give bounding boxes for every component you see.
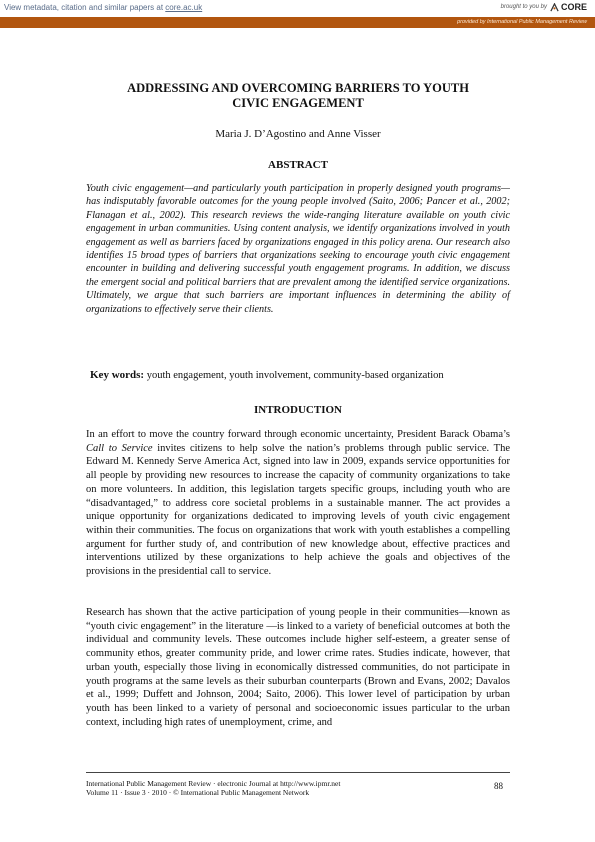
call-to-service-italic: Call to Service: [86, 442, 153, 454]
core-logo-text: CORE: [560, 2, 587, 12]
provided-by-text[interactable]: provided by International Public Management Review: [457, 19, 587, 25]
brought-by: [501, 2, 587, 12]
core-banner: [0, 0, 595, 17]
core-link-prefix: View metadata, citation and similar papers at: [4, 3, 164, 12]
intro-paragraph-1: [86, 428, 510, 579]
intro-p1-part-a: In an effort to move the country forward through economic uncertainty, President Barack Obama’s: [86, 429, 510, 440]
paper-title: [86, 81, 510, 111]
authors: Maria J. D’Agostino and Anne Visser: [215, 128, 381, 140]
introduction-heading: INTRODUCTION: [253, 404, 342, 416]
page-number: 88: [494, 781, 503, 791]
core-logo-icon: [550, 3, 559, 12]
keywords-list: youth engagement, youth involvement, community-based organization: [146, 370, 444, 381]
keywords: [90, 369, 510, 381]
footer-volume-line: Volume 11 · Issue 3 · 2010 · © International Public Management Network: [86, 788, 310, 797]
title-line-2: CIVIC ENGAGEMENT: [232, 96, 364, 110]
brought-by-text: brought to you by: [500, 4, 547, 10]
intro-p1-part-b: invites citizens to help solve the nation’s problems through public service. The Edward M. Kennedy Serve America Act, signed into law in 2009, expands service opportunities for all people by providing new resources to increase the capacity of community organizations to take on more volunteers. In addition, this legislation targets specific groups, including youth who are “disadvantaged,” to address core societal problems in a sustainable manner. The act provides a unique opportunity for organizations dedicated to improving levels of youth civic engagement within their communities. The focus on organizations that work with youth establishes a compelling argument for further study of, and contribution of new knowledge about, effective practices and interventions utilized by these organizations to help achieve the goals and objectives of the provisions in the presidential call to service.: [86, 442, 511, 578]
core-provider-bar: [0, 17, 595, 28]
intro-paragraph-2: Research has shown that the active participation of young people in their communities—known as “youth civic engagement” in the literature —is linked to a variety of beneficial outcomes at both the individual and community levels. These outcomes include higher self-esteem, a greater sense of community ethos, greater community pride, and lower crime rates. Studies indicate, however, that urban youth, especially those living in economically distressed communities, do not participate in youth programs at the same levels as their suburban counterparts (Brown and Evans, 2002; Davalos et al., 1999; Duffett and Johnson, 2004; Saito, 2006). This lower level of participation by urban youth has been linked to a variety of personal and socioeconomic issues particular to the urban context, including high rates of unemployment, crime, and: [86, 607, 510, 728]
abstract-text: Youth civic engagement—and particularly youth participation in properly designed youth programs—has indisputably favorable outcomes for the young people involved (Saito, 2006; Pancer et al., 2002; Flanagan et al., 2002). This research reviews the wide-ranging literature available on youth civic engagement in urban communities. Using content analysis, we identify organizations involved in youth engagement as well as barriers faced by organizations engaged in this policy arena. Our research also identifies 15 broad types of barriers that organizations seeking to encourage youth civic engagement encounter in building and delivering successful youth engagement programs. In addition, we discuss the emergent social and political barriers that are prevalent among the identified service organizations. Ultimately, we argue that such barriers are important influences in determining the ability of organizations to effectively serve their clients.: [86, 183, 510, 315]
keywords-label: Key words:: [90, 369, 145, 381]
core-link-url[interactable]: core.ac.uk: [165, 3, 203, 12]
title-line-1: ADDRESSING AND OVERCOMING BARRIERS TO YOUTH: [127, 81, 469, 95]
footer-divider: [86, 772, 510, 773]
core-metadata-link[interactable]: [4, 3, 202, 12]
footer-journal-line: International Public Management Review · electronic Journal at http://www.ipmr.net: [86, 779, 341, 788]
abstract-heading: ABSTRACT: [268, 159, 328, 171]
core-logo[interactable]: [550, 2, 587, 12]
